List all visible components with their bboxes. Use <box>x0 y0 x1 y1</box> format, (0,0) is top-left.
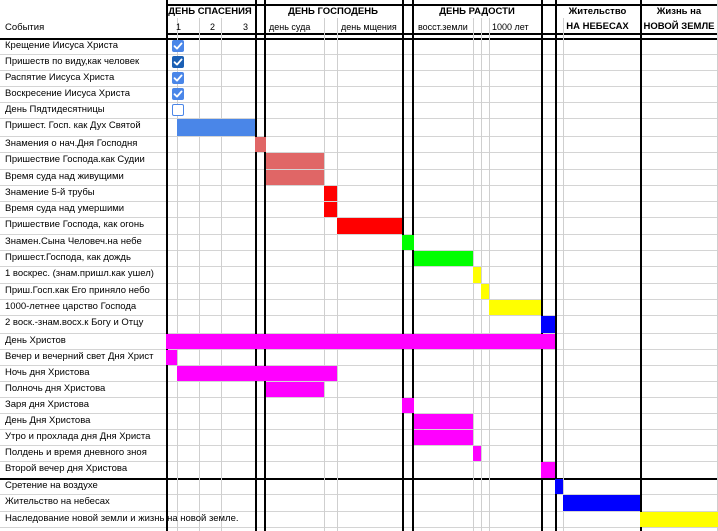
event-label: Утро и прохлада дня Дня Христа <box>5 431 151 442</box>
event-label: Воскресение Иисуса Христа <box>5 88 131 99</box>
event-label: Пришествие Господа.как Судии <box>5 154 145 165</box>
group-divider <box>264 0 266 531</box>
event-label: Распятие Иисуса Христа <box>5 72 115 83</box>
column-divider <box>563 18 564 531</box>
timeline-bar <box>541 316 555 333</box>
timeline-bar <box>324 202 337 217</box>
timeline-bar <box>266 153 324 169</box>
event-label: Полдень и время дневного зноя <box>5 447 147 458</box>
column-divider <box>481 18 482 531</box>
event-label: Вечер и вечерний свет Дня Христ <box>5 351 154 362</box>
event-label: Заря дня Христова <box>5 399 89 410</box>
event-label: День Христов <box>5 335 66 346</box>
timeline-bar <box>481 284 489 299</box>
header-life-line1: Жизнь на <box>656 6 702 17</box>
event-label: День Дня Христова <box>5 415 91 426</box>
event-label: 1000-летнее царство Господа <box>5 301 137 312</box>
header-life-line2: НОВОЙ ЗЕМЛЕ <box>643 21 715 32</box>
timeline-bar <box>541 462 555 478</box>
timeline-bar <box>473 446 481 461</box>
checked-checkbox-icon[interactable] <box>172 40 184 52</box>
column-divider <box>199 18 200 531</box>
header-living-line1: Жительство <box>568 6 627 17</box>
event-label: Пришест.Господа, как дождь <box>5 252 131 263</box>
timeline-bar <box>177 119 255 136</box>
event-label: Полночь дня Христова <box>5 383 106 394</box>
timeline-bar <box>640 512 718 527</box>
timeline-bar <box>402 398 414 413</box>
timeline-bar <box>563 495 640 511</box>
timeline-bar <box>414 430 473 445</box>
sub-header-judgment-day: день суда <box>269 22 311 32</box>
row-divider <box>0 527 718 528</box>
event-label: Время суда над умершими <box>5 203 125 214</box>
sub-header-vengeance-day: день мщения <box>341 22 397 32</box>
timeline-bar <box>266 170 324 185</box>
group-divider <box>555 0 557 531</box>
column-divider <box>221 18 222 531</box>
column-divider <box>337 18 338 531</box>
group-divider <box>402 0 404 531</box>
event-label: Жительство на небесах <box>5 496 110 507</box>
unchecked-checkbox-icon[interactable] <box>172 104 184 116</box>
timeline-bar <box>166 334 555 349</box>
header-day-of-lord: ДЕНЬ ГОСПОДЕНЬ <box>288 6 378 17</box>
event-label: 2 воск.-знам.восх.к Богу и Отцу <box>5 317 144 328</box>
event-label: Приш.Госп.как Его приняло небо <box>5 285 150 296</box>
event-label: Крещение Иисуса Христа <box>5 40 118 51</box>
checked-checkbox-icon[interactable] <box>172 72 184 84</box>
event-label: 1 воскрес. (знам.пришл.как ушел) <box>5 268 154 279</box>
timeline-bar <box>266 382 324 397</box>
group-divider <box>541 0 543 531</box>
event-label: Сретение на воздухе <box>5 480 98 491</box>
sub-header-1: 1 <box>176 22 182 32</box>
timeline-bar <box>177 366 337 381</box>
event-label: Пришеств по виду,как человек <box>5 56 140 67</box>
event-label: Наследование новой земли и жизнь на новой земле. <box>5 513 239 524</box>
event-label: Ночь дня Христова <box>5 367 90 378</box>
timeline-bar <box>473 267 481 283</box>
timeline-bar <box>402 235 414 250</box>
timeline-bar <box>555 479 563 494</box>
header-living-line2: НА НЕБЕСАХ <box>566 21 629 32</box>
sub-header-2: 2 <box>210 22 216 32</box>
column-divider <box>489 18 490 531</box>
events-header: События <box>5 22 45 33</box>
timeline-bar <box>489 300 541 315</box>
event-label: Пришествие Господа, как огонь <box>5 219 145 230</box>
header-day-of-salvation: ДЕНЬ СПАСЕНИЯ <box>168 6 252 17</box>
event-label: День Пядтидесятницы <box>5 104 105 115</box>
group-divider <box>640 0 642 531</box>
group-divider <box>255 0 257 531</box>
sub-header-land-restoration: восст.земли <box>418 22 468 32</box>
timeline-bar <box>414 251 473 266</box>
checked-checkbox-icon[interactable] <box>172 88 184 100</box>
event-label: Пришест. Госп. как Дух Святой <box>5 120 141 131</box>
timeline-bar <box>166 350 177 365</box>
event-label: Время суда над живущими <box>5 171 124 182</box>
checked-checkbox-icon[interactable] <box>172 56 184 68</box>
column-divider <box>324 18 325 531</box>
timeline-bar <box>324 186 337 201</box>
event-label: Знамен.Сына Человеч.на небе <box>5 236 142 247</box>
group-divider <box>166 0 168 531</box>
event-label: Второй вечер дня Христова <box>5 463 128 474</box>
sub-header-1000-years: 1000 лет <box>492 22 529 32</box>
timeline-bar <box>414 414 473 429</box>
timeline-bar <box>337 218 402 234</box>
sub-header-3: 3 <box>243 22 249 32</box>
event-label: Знамение 5-й трубы <box>5 187 95 198</box>
header-day-of-joy: ДЕНЬ РАДОСТИ <box>439 6 515 17</box>
timeline-bar <box>255 137 266 152</box>
event-label: Знамения о нач.Дня Господня <box>5 138 138 149</box>
